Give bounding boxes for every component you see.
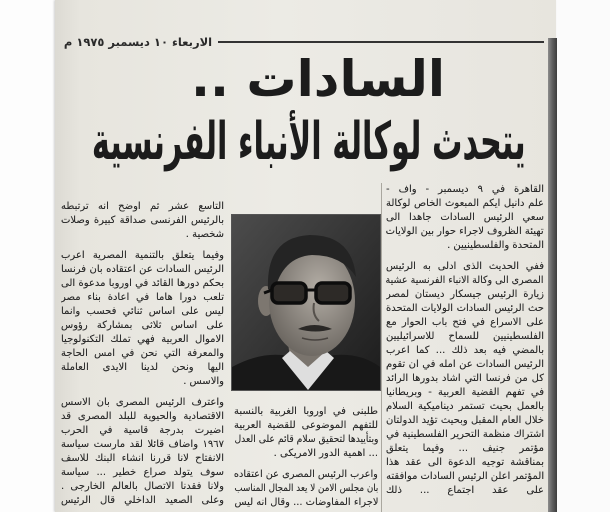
article-text-line: علم دانيل ايكم المبعوث الخاص لوكالة bbox=[386, 198, 544, 209]
headline-main-text: السادات .. bbox=[191, 50, 446, 108]
article-paragraph bbox=[386, 183, 544, 253]
article-text-line: المتحدة والفلسطينيين . bbox=[447, 240, 544, 251]
article-text-line: والمعرفة التي نحن في امس الحاجة bbox=[61, 348, 224, 359]
article-text-line: بالرئيس الفرنسى صداقة كبيرة وصلات bbox=[61, 215, 224, 226]
article-text-line: وعلى الصعيد الداخلي قال الرئيس bbox=[61, 495, 224, 506]
article-paragraph bbox=[61, 249, 224, 389]
article-paragraph bbox=[234, 405, 378, 461]
article-text-line: على الاسراع في فتح باب الحوار مع bbox=[386, 317, 544, 328]
article-text-line: اشتراك منظمة التحرير الفلسطينية في bbox=[386, 429, 544, 440]
article-text-line: المصرى الى وكالة الانباء الفرنسية عشية bbox=[386, 275, 544, 286]
article-text-line: بالمضي فيه بعد ذلك ... كما اعرب bbox=[386, 345, 544, 356]
article-text-line: ... اهمية الدور الامريكى . bbox=[273, 448, 378, 459]
article-text-line: بان مجلس الامن لا يعد المجال المناسب bbox=[234, 483, 378, 494]
article-text-line: واعترف الرئيس المصرى بان الاسس bbox=[61, 397, 224, 408]
article-text-line: الفلسطينيين للسماح للاسرائيليين bbox=[386, 331, 544, 342]
photo-glasses-left bbox=[272, 283, 306, 303]
article-column-right bbox=[386, 183, 544, 512]
headline-sub bbox=[90, 106, 528, 178]
page-edge-strip bbox=[548, 38, 557, 512]
article-text-line: طلبنى في اوروبا الغربية بالنسبة bbox=[234, 406, 378, 417]
article-text-line: شخصية . bbox=[185, 229, 224, 240]
article-text-line: القاهرة في ٩ ديسمبر - واف - bbox=[386, 184, 544, 195]
header-rule bbox=[218, 41, 544, 43]
article-text-line: بمناقشة توجيه الدعوة الى عقد هذا bbox=[386, 457, 544, 468]
article-paragraph bbox=[386, 260, 544, 498]
article-text-line: الاموال العربية فهي تملك التكنولوجيا bbox=[61, 334, 224, 345]
article-text-line: على عقد اجتماع ... ذلك bbox=[386, 485, 544, 496]
article-text-line: في تفهم القضية العربية - وبريطانيا bbox=[386, 387, 544, 398]
headline-main bbox=[186, 46, 450, 112]
article-text-line: اليها ونحن لدينا الايدى العاملة bbox=[61, 362, 224, 373]
issue-date-text: الاربعاء ١٠ ديسمبر ١٩٧٥ م bbox=[63, 34, 213, 49]
article-text-line: والاسس . bbox=[183, 376, 224, 387]
article-text-line: زيارة الرئيس جيسكار ديستان لمصر bbox=[386, 289, 544, 300]
article-column-middle bbox=[234, 405, 378, 512]
article-text-line: ليس على اساس ثنائي فحسب وانما bbox=[61, 306, 224, 317]
article-text-line: ولانا فقدنا الاتصال بالعالم الخارجى . bbox=[61, 481, 224, 492]
article-text-line: للتفهم الموضوعى للقضية العربية bbox=[234, 420, 378, 431]
article-text-line: بالعمل بحيث تستمر ديناميكية السلام bbox=[386, 401, 544, 412]
article-text-line: وفيما يتعلق بالتنمية المصرية اعرب bbox=[61, 250, 224, 261]
portrait-photo-icon bbox=[232, 215, 380, 390]
article-text-line: تلعب دورا هاما في اعادة بناء مصر bbox=[61, 292, 224, 303]
article-text-line: اضيرت بدرجة قاسية في الحرب bbox=[61, 425, 224, 436]
article-text-line: خلال العام المقبل وبحيث تؤيد الدولتان bbox=[386, 415, 544, 426]
article-text-line: الرئيس السادات عن اعتقاده بان فرنسا bbox=[61, 264, 224, 275]
article-text-line: سعي الرئيس السادات جاهدا الى bbox=[386, 212, 544, 223]
article-text-line: حث الرئيس السادات الولايات المتحدة bbox=[386, 303, 544, 314]
article-paragraph bbox=[61, 200, 224, 242]
article-text-line: لاجراء المفاوضات ... وقال انه ليس bbox=[234, 497, 378, 508]
article-paragraph bbox=[61, 396, 224, 508]
article-text-line: بحكم دورها القائد في اوروبا مدعوة الى bbox=[61, 278, 224, 289]
column-rule bbox=[381, 183, 382, 512]
article-column-left bbox=[61, 200, 224, 512]
article-text-line: الانفتاح لانا قررنا انشاء البنك للاسف bbox=[61, 453, 224, 464]
article-text-line: الاقتصادية والحيوية للبلد المصرى قد bbox=[61, 411, 224, 422]
article-text-line: ففي الحديث الذى ادلى به الرئيس bbox=[386, 261, 544, 272]
article-text-line: تهيئة الظروف لاجراء حوار بين الولايات bbox=[386, 226, 544, 237]
article-text-line: كل من فرنسا التي اشاد بدورها الرائد bbox=[386, 373, 544, 384]
article-paragraph bbox=[234, 468, 378, 510]
article-text-line: واعرب الرئيس المصرى عن اعتقاده bbox=[234, 469, 378, 480]
article-text-line: التاسع عشر ثم اوضح انه ترتبطه bbox=[61, 201, 224, 212]
article-text-line: على اساس ثلاثى بمشاركة رؤوس bbox=[61, 320, 224, 331]
article-text-line: وبتأييدها لتحقيق سلام قائم على العدل bbox=[234, 434, 378, 445]
article-text-line: سوف يتولد صراع خطير ... سياسة bbox=[61, 467, 224, 478]
headline-sub-text: يتحدث لوكالة الأنباء الفرنسية bbox=[92, 112, 526, 172]
article-text-line: المؤتمر اعلن الرئيس السادات موافقته bbox=[386, 471, 544, 482]
article-text-line: مؤتمر جنيف ... وفيما يتعلق bbox=[386, 443, 544, 454]
portrait-photo-svg bbox=[232, 215, 380, 390]
photo-glasses-right bbox=[316, 283, 350, 303]
article-text-line: ١٩٦٧ واضاف قائلا لقد مارست سياسة bbox=[61, 439, 224, 450]
article-text-line: الرئيس السادات عن امله في ان تقوم bbox=[386, 359, 544, 370]
page-margin bbox=[0, 0, 55, 512]
